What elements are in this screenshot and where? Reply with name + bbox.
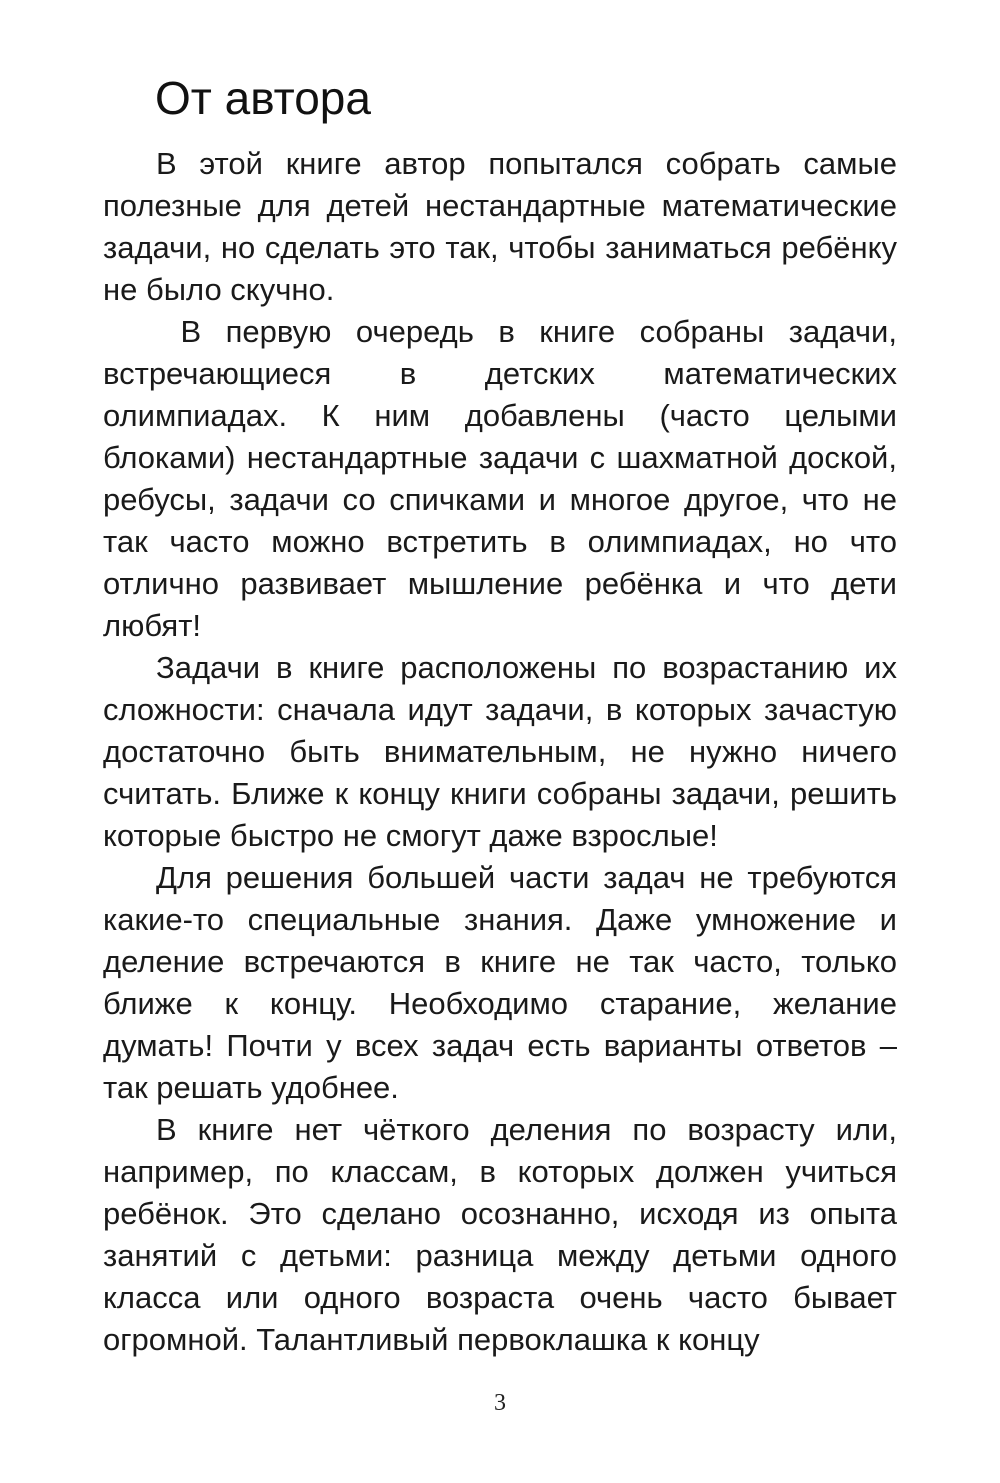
body-text — [103, 143, 906, 1361]
page-number: 3 — [494, 1390, 506, 1416]
paragraph-age: В книге нет чёткого деления по возрасту или, например, по классам, в которых должен учиться ребёнок. Это сделано осознанно, исходя из опыта занятий с детьми: разница между детьми одного класса или одного возраста очень часто бывает огромной. Талантливый первоклашка к концу — [103, 1112, 897, 1357]
page-title: От автора — [155, 72, 371, 124]
paragraph-difficulty: Задачи в книге расположены по возрастанию их сложности: сначала идут задачи, в которых зачастую достаточно быть внимательным, не нужно ничего считать. Ближе к концу книги собраны задачи, решить которые быстро не смогут даже взрослые! — [103, 650, 897, 853]
paragraph-knowledge: Для решения большей части задач не требуются какие-то специальные знания. Даже умножение и деление встречаются в книге не так часто, только ближе к концу. Необходимо старание, желание думать! Почти у всех задач есть варианты ответов – так решать удобнее. — [103, 860, 897, 1105]
paragraph-intro: В этой книге автор попытался собрать самые полезные для детей нестандартные математические задачи, но сделать это так, чтобы заниматься ребёнку не было скучно. — [103, 146, 897, 307]
paragraph-olympiads: В первую очередь в книге собраны задачи, встречающиеся в детских математических олимпиадах. К ним добавлены (часто целыми блоками) нестандартные задачи с шахматной доской, ребусы, задачи со спичками и многое другое, что не так часто можно встретить в олимпиадах, но что отлично развивает мышление ребёнка и что дети любят! — [103, 314, 906, 643]
